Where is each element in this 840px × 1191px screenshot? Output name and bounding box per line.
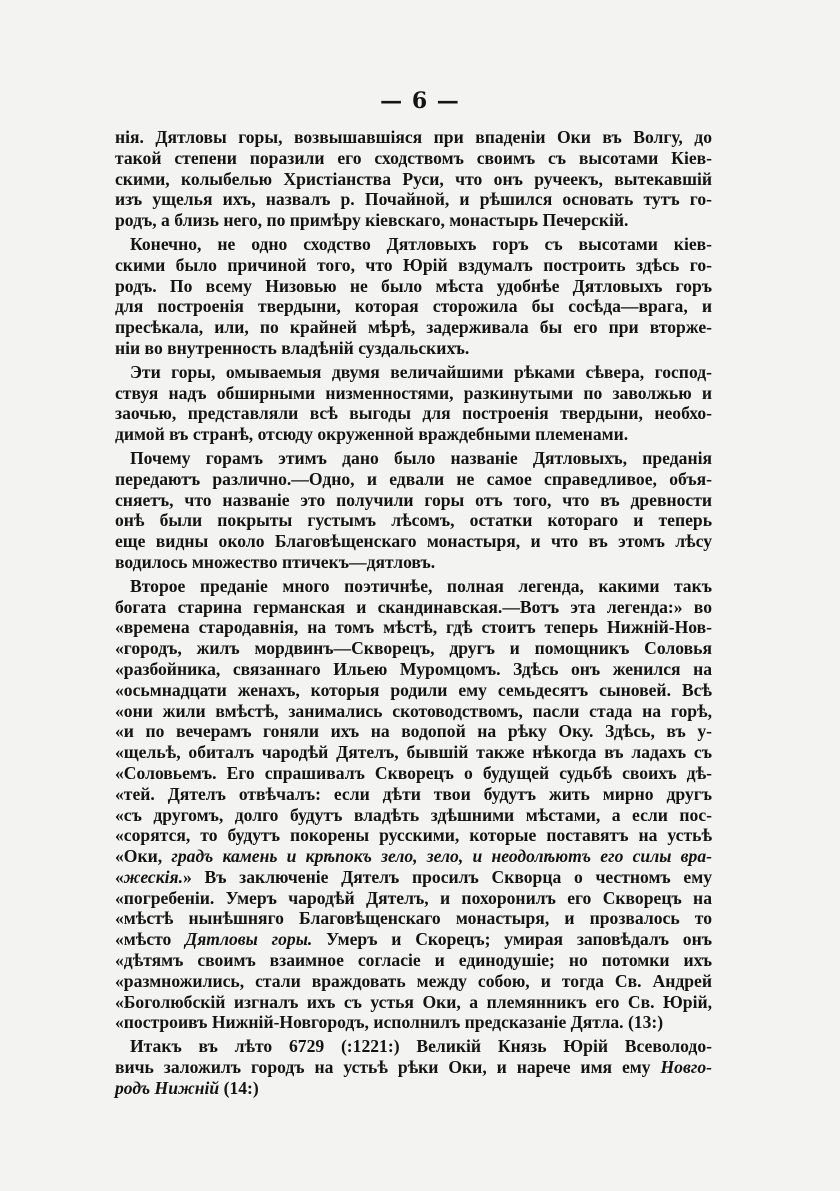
italic-run: градъ камень и крѣпокъ зело, зело, и неодолѣютъ его силы вра- xyxy=(171,846,712,867)
text-line xyxy=(115,867,712,888)
text-run: заочью, представляли всѣ выгоды для построенія твердыни, необхо- xyxy=(115,403,712,424)
text-run: пресѣкала, или, по крайней мѣрѣ, задерживала бы его при вторже- xyxy=(115,317,712,338)
text-run: ніи во внутренность владѣній суздальскихъ. xyxy=(115,337,470,358)
text-line xyxy=(115,929,712,950)
text-line xyxy=(115,971,712,992)
text-run: (14:) xyxy=(219,1077,259,1098)
text-line xyxy=(115,403,712,424)
text-line xyxy=(115,805,712,826)
text-line xyxy=(115,296,712,317)
text-run: изъ ущелья ихъ, назвалъ р. Почайной, и рѣшился основать тутъ го- xyxy=(115,189,712,210)
text-line xyxy=(115,888,712,909)
text-run: ствуя надъ обширными низменностями, разкинутыми по заволжью и xyxy=(115,382,712,403)
text-line xyxy=(115,148,712,169)
text-run: водилось множество птичекъ—дятловъ. xyxy=(115,551,436,572)
text-line xyxy=(115,721,712,742)
text-line xyxy=(115,659,712,680)
text-run: «мѣсто xyxy=(115,929,186,950)
text-line xyxy=(115,701,712,722)
text-line xyxy=(115,992,712,1013)
text-run: димой въ странѣ, отсюду окруженной враждебными племенами. xyxy=(115,424,629,445)
text-run: для построенія твердыни, которая сторожила бы сосѣда—врага, и xyxy=(115,296,712,317)
text-line xyxy=(115,531,712,552)
text-run: «размножились, стали враждовать между собою, и тогда Св. Андрей xyxy=(115,970,712,991)
text-run: сняетъ, что названіе это получили горы отъ того, что въ древности xyxy=(115,489,712,510)
text-run: «они жили вмѣстѣ, занимались скотоводствомъ, пасли стада на горѣ, xyxy=(115,700,712,721)
text-run: Второе преданіе много поэтичнѣе, полная легенда, какими такъ xyxy=(130,575,712,596)
text-run: «Оки, xyxy=(115,846,172,867)
text-run: такой степени поразили его сходствомъ своимъ съ высотами Кіев- xyxy=(115,147,712,168)
text-line xyxy=(115,255,712,276)
text-line xyxy=(115,338,712,359)
text-run: Конечно, не одно сходство Дятловыхъ горъ съ высотами кіев- xyxy=(130,233,712,254)
text-line xyxy=(115,1078,712,1099)
text-run: «и по вечерамъ гоняли ихъ на водопой на рѣку Оку. Здѣсь, въ у- xyxy=(115,721,712,742)
italic-run: жескія. xyxy=(123,866,183,887)
text-run: «разбойника, связаннаго Ильею Муромцомъ. Здѣсь онъ женился на xyxy=(115,658,712,679)
text-run: Эти горы, омываемыя двумя величайшими рѣками сѣвера, господ- xyxy=(130,361,712,382)
text-line xyxy=(115,276,712,297)
text-run: родъ, а близь него, по примѣру кіевскаго, монастырь Печерскій. xyxy=(115,210,629,231)
text-run: скими было причиной того, что Юрій вздумалъ построить здѣсь го- xyxy=(115,254,712,275)
text-run: еще видны около Благовѣщенскаго монастыря, и что въ этомъ лѣсу xyxy=(115,531,712,552)
text-run: передаютъ различно.—Одно, и едвали не самое справедливое, объя- xyxy=(115,468,712,489)
text-run: «времена стародавнія, на томъ мѣстѣ, гдѣ стоитъ теперь Нижній-Нов- xyxy=(115,617,712,638)
text-run: «осьмнадцати женахъ, которыя родили ему семьдесятъ сыновей. Всѣ xyxy=(115,679,712,700)
text-line xyxy=(115,127,712,148)
text-line xyxy=(115,950,712,971)
text-line xyxy=(115,617,712,638)
text-line xyxy=(115,189,712,210)
text-run: Почему горамъ этимъ дано было названіе Дятловыхъ, преданія xyxy=(130,447,712,468)
text-line xyxy=(115,210,712,231)
text-line xyxy=(115,1057,712,1078)
text-run: » Въ заключеніе Дятелъ просилъ Скворца о честномъ ему xyxy=(182,866,712,887)
text-line xyxy=(115,763,712,784)
italic-run: Дятловы горы. xyxy=(185,929,313,950)
text-line xyxy=(115,576,712,597)
text-line xyxy=(115,680,712,701)
text-run: «сорятся, то будутъ покорены русскими, которые поставятъ на устьѣ xyxy=(115,825,712,846)
text-line xyxy=(115,638,712,659)
text-line xyxy=(115,597,712,618)
text-run: «дѣтямъ своимъ взаимное согласіе и единодушіе; но потомки ихъ xyxy=(115,950,712,971)
text-line xyxy=(115,362,712,383)
text-run: богата старина германская и скандинавская.—Вотъ эта легенда:» во xyxy=(115,596,712,617)
text-run: «щельѣ, обиталъ чародѣй Дятелъ, бывшій также нѣкогда въ ладахъ съ xyxy=(115,742,712,763)
text-line xyxy=(115,552,712,573)
text-run: нія. Дятловы горы, возвышавшіяся при впаденіи Оки въ Волгу, до xyxy=(115,127,712,147)
text-line xyxy=(115,469,712,490)
body-text xyxy=(115,127,712,1099)
text-run: онѣ были покрыты густымъ лѣсомъ, остатки котораго и теперь xyxy=(115,510,712,531)
text-line xyxy=(115,234,712,255)
text-line xyxy=(115,908,712,929)
text-line xyxy=(115,424,712,445)
text-run: «погребеніи. Умеръ чародѣй Дятелъ, и похоронилъ его Скворецъ на xyxy=(115,887,712,908)
text-run: Умеръ и Скорецъ; умирая заповѣдалъ онъ xyxy=(312,929,713,950)
text-line xyxy=(115,1012,712,1033)
text-line xyxy=(115,846,712,867)
text-run: «построивъ Нижній-Новгородъ, исполнилъ предсказаніе Дятла. (13:) xyxy=(115,1012,664,1033)
text-run: родъ. По всему Низовью не было мѣста удобнѣе Дятловыхъ горъ xyxy=(115,275,712,296)
text-run: вичь заложилъ городъ на устьѣ рѣки Оки, и нарече имя ему xyxy=(115,1057,661,1078)
italic-run: родъ Нижній xyxy=(115,1077,220,1098)
text-line xyxy=(115,317,712,338)
text-line xyxy=(115,448,712,469)
page-number: — 6 — xyxy=(380,88,460,114)
text-line xyxy=(115,825,712,846)
text-line xyxy=(115,742,712,763)
text-run: «Соловьемъ. Его спрашивалъ Скворецъ о будущей судьбѣ своихъ дѣ- xyxy=(115,762,712,783)
text-run: «тей. Дятелъ отвѣчалъ: если дѣти твои будутъ жить мирно другъ xyxy=(115,783,712,804)
text-line xyxy=(115,169,712,190)
text-line xyxy=(115,1036,712,1057)
italic-run: Новго- xyxy=(660,1057,712,1078)
text-run: скими, колыбелью Христіанства Руси, что онъ ручеекъ, вытекавшій xyxy=(115,168,712,189)
text-run: «Боголюбскій изгналъ ихъ съ устья Оки, а племянникъ его Св. Юрій, xyxy=(115,991,712,1012)
text-line xyxy=(115,490,712,511)
text-run: «съ другомъ, долго будутъ владѣть здѣшними мѣстами, а если пос- xyxy=(115,804,712,825)
text-run: Итакъ въ лѣто 6729 (:1221:) Великій Князь Юрій Всеволодо- xyxy=(130,1036,712,1057)
text-line xyxy=(115,510,712,531)
text-run: «мѣстѣ нынѣшняго Благовѣщенскаго монастыря, и прозвалось то xyxy=(115,908,712,929)
text-line xyxy=(115,383,712,404)
text-run: «городъ, жилъ мордвинъ—Скворецъ, другъ и помощникъ Соловья xyxy=(115,638,712,659)
text-run: « xyxy=(115,866,124,887)
text-line xyxy=(115,784,712,805)
